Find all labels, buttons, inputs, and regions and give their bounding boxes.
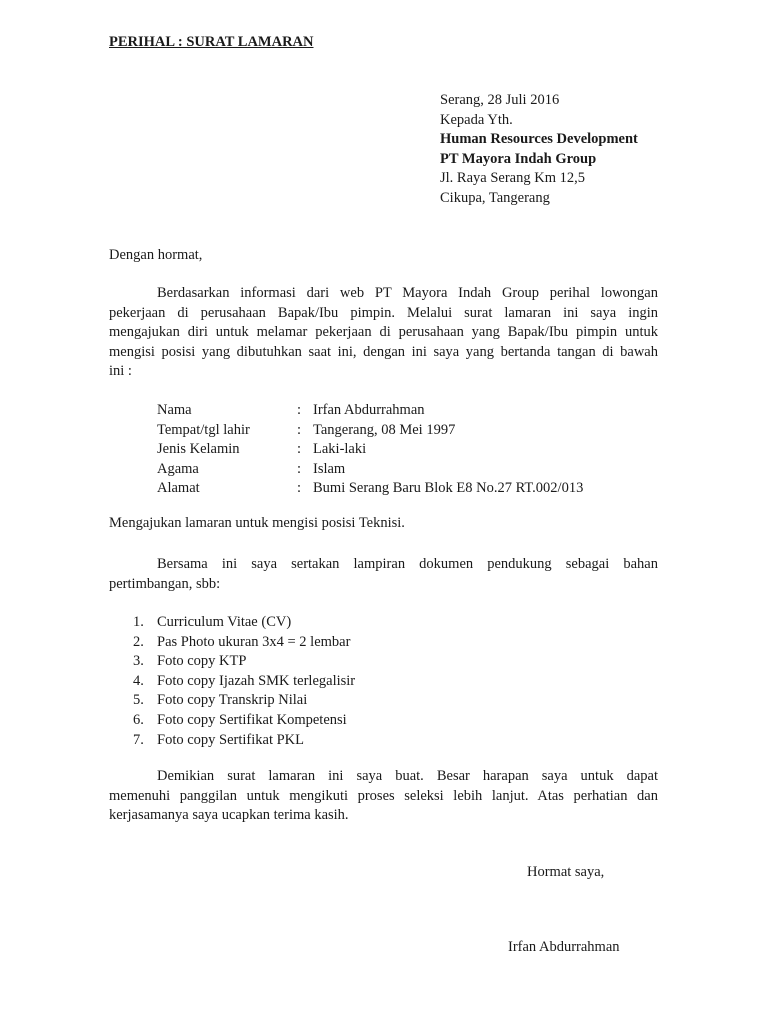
list-text: Foto copy KTP	[157, 653, 247, 670]
field-value: Laki-laki	[313, 441, 367, 458]
field-colon: :	[297, 421, 302, 438]
intro-paragraph	[109, 284, 658, 382]
field-label: Tempat/tgl lahir	[157, 421, 250, 438]
field-label: Alamat	[157, 480, 200, 497]
list-text: Curriculum Vitae (CV)	[157, 614, 292, 630]
list-text: Foto copy Transkrip Nilai	[157, 692, 308, 709]
list-item	[133, 633, 533, 653]
field-colon: :	[297, 441, 302, 458]
recipient-department: Human Resources Development	[440, 131, 638, 148]
personal-data-row	[157, 460, 677, 480]
intro-line: pekerjaan di perusahaan Bapak/Ibu pimpin. Melalui surat lamaran ini saya ingin	[109, 304, 658, 321]
field-label: Agama	[157, 460, 199, 477]
list-text: Foto copy Sertifikat PKL	[157, 731, 305, 748]
field-value: Irfan Abdurrahman	[313, 402, 425, 418]
letter-subject: PERIHAL : SURAT LAMARAN	[109, 34, 314, 50]
recipient-address-line-1: Jl. Raya Serang Km 12,5	[440, 170, 585, 187]
closing-paragraph	[109, 767, 658, 826]
place-date: Serang, 28 Juli 2016	[440, 92, 560, 108]
recipient-address-line-2: Cikupa, Tangerang	[440, 189, 550, 206]
list-number: 5.	[133, 692, 144, 709]
attachment-paragraph	[109, 555, 658, 594]
personal-data-row	[157, 401, 677, 421]
closing-line: Demikian surat lamaran ini saya buat. Besar harapan saya untuk dapat	[157, 768, 658, 784]
intro-line: ini :	[109, 363, 132, 380]
position-line: Mengajukan lamaran untuk mengisi posisi Teknisi.	[109, 515, 405, 531]
recipient-salutation: Kepada Yth.	[440, 111, 513, 128]
list-text: Pas Photo ukuran 3x4 = 2 lembar	[157, 633, 351, 650]
list-item	[133, 731, 533, 751]
greeting: Dengan hormat,	[109, 247, 203, 263]
signer-name: Irfan Abdurrahman	[508, 939, 620, 955]
recipient-company: PT Mayora Indah Group	[440, 150, 597, 167]
list-number: 3.	[133, 653, 144, 670]
field-colon: :	[297, 402, 302, 418]
list-item	[133, 613, 533, 633]
list-number: 7.	[133, 731, 144, 748]
list-number: 4.	[133, 672, 144, 689]
list-number: 2.	[133, 633, 144, 650]
list-item	[133, 652, 533, 672]
list-number: 6.	[133, 711, 144, 728]
list-item	[133, 672, 533, 692]
intro-line: Berdasarkan informasi dari web PT Mayora Indah Group perihal lowongan	[157, 285, 658, 301]
closing-line: kerjasamanya saya ucapkan terima kasih.	[109, 807, 349, 824]
list-text: Foto copy Sertifikat Kompetensi	[157, 711, 347, 728]
intro-line: mengajukan diri untuk melamar pekerjaan di perusahaan yang Bapak/Ibu pimpin untuk	[109, 324, 658, 341]
list-item	[133, 691, 533, 711]
field-value: Islam	[313, 460, 346, 477]
personal-data-table	[157, 401, 677, 499]
recipient-block	[440, 91, 638, 209]
personal-data-row	[157, 479, 677, 499]
list-number: 1.	[133, 614, 144, 630]
attachment-list	[133, 613, 533, 750]
list-item	[133, 711, 533, 731]
closing-salutation: Hormat saya,	[527, 864, 605, 880]
closing-line: memenuhi panggilan untuk mengikuti proses seleksi lebih lanjut. Atas perhatian dan	[109, 787, 658, 804]
field-label: Jenis Kelamin	[157, 441, 240, 458]
list-text: Foto copy Ijazah SMK terlegalisir	[157, 672, 356, 689]
attachment-intro-line: pertimbangan, sbb:	[109, 575, 221, 592]
personal-data-row	[157, 440, 677, 460]
field-colon: :	[297, 460, 302, 477]
field-colon: :	[297, 480, 302, 497]
personal-data-row	[157, 421, 677, 441]
attachment-intro-line: Bersama ini saya sertakan lampiran dokumen pendukung sebagai bahan	[157, 556, 658, 572]
field-label: Nama	[157, 402, 192, 418]
field-value: Tangerang, 08 Mei 1997	[313, 421, 456, 438]
field-value: Bumi Serang Baru Blok E8 No.27 RT.002/013	[313, 480, 584, 497]
intro-line: mengisi posisi yang dibutuhkan saat ini, dengan ini saya yang bertanda tangan di bawah	[109, 343, 658, 360]
